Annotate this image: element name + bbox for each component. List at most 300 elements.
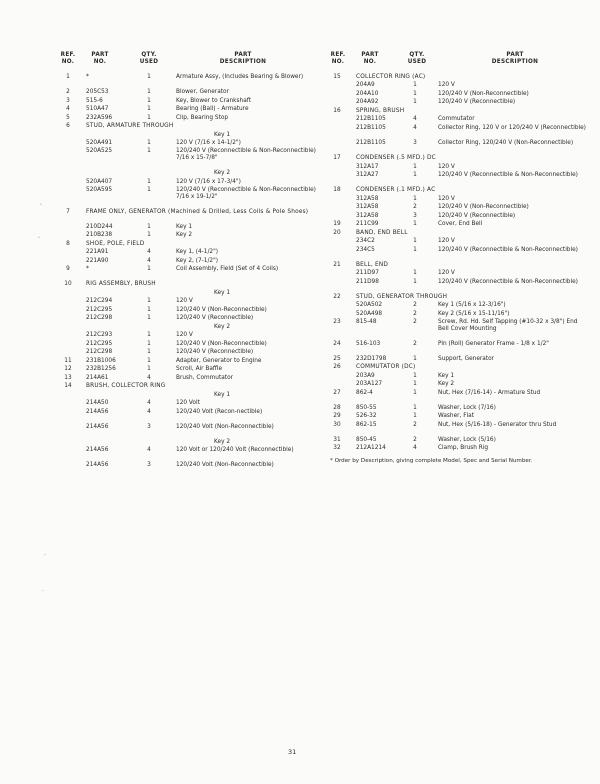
part-number: 212C294 <box>86 298 113 305</box>
section-row <box>330 364 590 371</box>
part-row <box>330 373 590 380</box>
part-number: 212B1105 <box>356 116 386 123</box>
part-row <box>60 332 314 339</box>
part-description: Support, Generator <box>438 355 495 362</box>
part-description: Key 2 <box>438 381 455 388</box>
left-column <box>60 52 314 477</box>
quantity-used: 1 <box>147 298 151 305</box>
ref-number: 13 <box>64 374 72 381</box>
part-description: Key 2 <box>214 170 231 177</box>
section-row <box>60 241 314 248</box>
quantity-used: 1 <box>413 270 417 277</box>
part-description: 120 V <box>176 332 193 339</box>
key-heading-row <box>60 392 314 399</box>
part-description: 120/240 Volt (Non-Reconnectible) <box>176 423 274 430</box>
quantity-used: 4 <box>413 445 417 452</box>
part-number: 520A525 <box>86 148 113 155</box>
ref-number: 31 <box>333 436 341 443</box>
ref-number: 30 <box>333 421 341 428</box>
part-description: Key 1 <box>214 131 231 138</box>
part-description: 120/240 V (Reconnectible) <box>176 315 254 322</box>
quantity-used: 2 <box>413 302 417 309</box>
scan-mark: · <box>42 588 44 595</box>
part-number: 221A91 <box>86 249 109 256</box>
part-description: BAND, END BELL <box>356 229 408 236</box>
quantity-used: 1 <box>413 404 417 411</box>
part-description: 120 V (7/16 x 17-3/4") <box>176 178 241 185</box>
page-number: 31 <box>288 748 297 756</box>
quantity-used: 4 <box>413 116 417 123</box>
part-description: 120/240 V (Reconnectible) <box>176 349 254 356</box>
part-description: 120/240 V (Reconnectible & Non-Reconnectible) <box>438 278 578 285</box>
quantity-used: 1 <box>147 97 151 104</box>
header-ref: REF. NO. <box>60 52 76 65</box>
part-number: 211D98 <box>356 278 379 285</box>
part-number: 516-103 <box>356 340 381 347</box>
ref-number: 22 <box>333 293 341 300</box>
part-row <box>330 99 590 106</box>
part-description: Cover, End Bell <box>438 221 483 228</box>
quantity-used: 2 <box>413 310 417 317</box>
part-description: 120/240 V (Reconnectible & Non-Reconnectible) 7/16 x 19-1/2" <box>176 187 316 200</box>
part-number: 212A1214 <box>356 445 386 452</box>
ref-number: 16 <box>333 107 341 114</box>
part-row <box>330 279 590 292</box>
quantity-used: 1 <box>147 139 151 146</box>
section-row <box>330 155 590 162</box>
part-description: SHOE, POLE, FIELD <box>86 240 145 247</box>
part-number: 203A127 <box>356 381 383 388</box>
quantity-used: 1 <box>413 246 417 253</box>
part-number: 520A502 <box>356 302 383 309</box>
section-row <box>60 123 314 130</box>
part-number: 221A90 <box>86 257 109 264</box>
ref-number: 21 <box>333 261 341 268</box>
part-row <box>60 224 314 231</box>
quantity-used: 4 <box>147 400 151 407</box>
part-row <box>60 358 314 365</box>
ref-number: 29 <box>333 413 341 420</box>
part-row <box>330 221 590 228</box>
header-part: PART NO. <box>91 52 109 65</box>
part-description: RIG ASSEMBLY, BRUSH <box>86 281 156 288</box>
part-row <box>330 140 590 153</box>
quantity-used: 1 <box>147 315 151 322</box>
left-parts-rows <box>60 74 314 476</box>
part-description: 120 V <box>438 82 455 89</box>
quantity-used: 3 <box>413 212 417 219</box>
part-description: CONDENSER (.5 MFD.) DC <box>356 155 436 162</box>
part-description: Coil Assembly, Field (Set of 4 Coils) <box>176 266 279 273</box>
quantity-used: 1 <box>147 266 151 273</box>
part-row <box>330 164 590 171</box>
quantity-used: 1 <box>413 172 417 179</box>
quantity-used: 1 <box>413 413 417 420</box>
part-row <box>330 422 590 435</box>
part-description: BELL, END <box>356 261 389 268</box>
part-row <box>60 74 314 87</box>
part-description: Key 1 <box>214 391 231 398</box>
section-row <box>330 74 590 81</box>
part-description: Armature Assy, (Includes Bearing & Blower) <box>176 74 304 80</box>
part-description: CONDENSER (.1 MFD.) AC <box>356 187 436 194</box>
quantity-used: 1 <box>147 114 151 121</box>
quantity-used: 1 <box>413 355 417 362</box>
quantity-used: 4 <box>413 124 417 131</box>
key-heading-row <box>60 170 314 177</box>
part-row <box>330 356 590 363</box>
part-number: 211D97 <box>356 270 379 277</box>
part-number: 204A9 <box>356 82 375 89</box>
header-desc: PART DESCRIPTION <box>219 52 267 65</box>
ref-number: 12 <box>64 366 72 373</box>
part-description: Nut, Hex (7/16-14) - Armature Stud <box>438 389 541 396</box>
scan-mark: · <box>44 552 46 559</box>
part-description: Screw, Rd. Hd. Self Tapping (#10-32 x 3/8") End Bell Cover Mounting <box>438 319 578 332</box>
ref-number: 18 <box>333 187 341 194</box>
part-row <box>330 82 590 89</box>
quantity-used: 1 <box>413 278 417 285</box>
part-description: 120 V <box>438 163 455 170</box>
part-description: 120 V (7/16 x 14-1/2") <box>176 139 241 146</box>
header-ref: REF. NO. <box>330 52 346 65</box>
part-number: 204A92 <box>356 99 379 106</box>
part-number: 203A9 <box>356 372 375 379</box>
part-row <box>60 148 314 168</box>
part-description: Washer, Lock (5/16) <box>438 436 496 443</box>
quantity-used: 1 <box>147 349 151 356</box>
part-description: Nut, Hex (5/16-18) - Generator thru Stud <box>438 421 557 428</box>
part-number: 231B1006 <box>86 357 116 364</box>
part-row <box>60 424 314 437</box>
part-number: 212C298 <box>86 315 113 322</box>
part-row <box>60 89 314 96</box>
part-description: Blower, Generator <box>176 89 229 96</box>
ref-number: 7 <box>66 208 70 215</box>
part-row <box>60 232 314 239</box>
part-number: 850-55 <box>356 404 377 411</box>
part-row <box>60 307 314 314</box>
part-description: Bearing (Ball) - Armature <box>176 106 249 113</box>
header-qty: QTY. USED <box>407 52 427 65</box>
quantity-used: 1 <box>413 389 417 396</box>
part-row <box>60 341 314 348</box>
ref-number: 23 <box>333 319 341 326</box>
section-row <box>60 281 314 288</box>
right-column <box>330 52 590 465</box>
quantity-used: 1 <box>413 82 417 89</box>
section-row <box>330 262 590 269</box>
part-description: 120/240 V (Reconnectible) <box>438 99 516 106</box>
part-row <box>330 196 590 203</box>
ref-number: 26 <box>333 364 341 371</box>
ref-number: 4 <box>66 106 70 113</box>
footnote: * Order by Description, giving complete Model, Spec and Serial Number. <box>330 457 533 464</box>
part-row <box>60 179 314 186</box>
part-description: 120/240 V (Reconnectible & Non-Reconnectible) <box>438 172 578 179</box>
part-description: 120/240 V (Reconnectible & Non-Reconnectible) 7/16 x 15-7/8" <box>176 148 316 162</box>
part-description: 120/240 Volt (Recon-nectible) <box>176 408 263 415</box>
part-description: 120 V <box>176 298 193 305</box>
quantity-used: 1 <box>147 178 151 185</box>
part-number: 212C298 <box>86 349 113 356</box>
part-description: Commutator <box>438 116 475 123</box>
part-description: Key 2 <box>176 232 193 239</box>
part-description: Clamp, Brush Rig <box>438 445 489 452</box>
part-number: 862-4 <box>356 389 373 396</box>
part-row <box>330 247 590 260</box>
quantity-used: 1 <box>413 238 417 245</box>
part-number: 205C53 <box>86 89 109 96</box>
quantity-used: 2 <box>413 340 417 347</box>
part-description: SPRING, BRUSH <box>356 107 405 114</box>
part-number: 212B1105 <box>356 139 386 146</box>
part-row <box>330 125 590 138</box>
quantity-used: 2 <box>413 204 417 211</box>
part-number: 212C295 <box>86 306 113 313</box>
section-row <box>330 108 590 115</box>
quantity-used: 2 <box>413 319 417 326</box>
part-number: 232A596 <box>86 114 113 121</box>
part-number: 312A17 <box>356 163 379 170</box>
part-row <box>60 187 314 207</box>
part-row <box>330 204 590 211</box>
ref-number: 8 <box>66 240 70 247</box>
ref-number: 27 <box>333 389 341 396</box>
part-number: 214A56 <box>86 447 109 454</box>
quantity-used: 1 <box>147 223 151 230</box>
ref-number: 32 <box>333 445 341 452</box>
part-row <box>60 98 314 105</box>
ref-number: 10 <box>64 281 72 288</box>
part-description: STUD, ARMATURE THROUGH <box>86 123 174 130</box>
part-row <box>60 115 314 122</box>
part-row <box>330 341 590 354</box>
part-number: 210D244 <box>86 223 113 230</box>
part-description: Washer, Flat <box>438 413 475 420</box>
header-qty: QTY. USED <box>139 52 159 65</box>
quantity-used: 1 <box>413 163 417 170</box>
quantity-used: 1 <box>147 232 151 239</box>
quantity-used: 1 <box>413 372 417 379</box>
quantity-used: 1 <box>147 332 151 339</box>
part-row <box>330 238 590 245</box>
part-description: Key 2 <box>214 323 231 330</box>
part-number: 312A58 <box>356 204 379 211</box>
part-row <box>330 213 590 220</box>
part-row <box>60 249 314 256</box>
ref-number: 25 <box>333 355 341 362</box>
part-number: * <box>86 266 89 273</box>
quantity-used: 1 <box>147 340 151 347</box>
quantity-used: 1 <box>147 106 151 113</box>
part-description: STUD, GENERATOR THROUGH <box>356 293 448 300</box>
part-row <box>60 258 314 265</box>
part-number: 312A58 <box>356 212 379 219</box>
part-number: * <box>86 74 89 80</box>
part-number: 862-15 <box>356 421 377 428</box>
quantity-used: 3 <box>147 462 151 469</box>
part-description: 120/240 V (Non-Reconnectible) <box>176 340 267 347</box>
part-row <box>60 298 314 305</box>
quantity-used: 1 <box>147 74 151 80</box>
part-row <box>330 437 590 444</box>
ref-number: 19 <box>333 221 341 228</box>
part-number: 850-45 <box>356 436 377 443</box>
scan-mark: ʼ <box>40 203 42 210</box>
part-row <box>60 409 314 422</box>
part-description: 120/240 V (Reconnectible & Non-Reconnectible) <box>438 246 578 253</box>
part-number: 212C295 <box>86 340 113 347</box>
quantity-used: 1 <box>413 99 417 106</box>
part-description: Collector Ring, 120 V or 120/240 V (Reconnectible) <box>438 124 586 131</box>
quantity-used: 1 <box>147 306 151 313</box>
quantity-used: 1 <box>413 381 417 388</box>
part-description: Washer, Lock (7/16) <box>438 404 496 411</box>
part-row <box>60 140 314 147</box>
quantity-used: 4 <box>147 249 151 256</box>
part-description: Key 1 <box>438 372 455 379</box>
ref-number: 20 <box>333 229 341 236</box>
part-number: 212B1105 <box>356 124 386 131</box>
part-number: 815-48 <box>356 319 377 326</box>
part-description: Key 1, (4-1/2") <box>176 249 219 256</box>
part-row <box>60 375 314 382</box>
quantity-used: 1 <box>147 187 151 194</box>
part-description: FRAME ONLY, GENERATOR (Machined & Drilled, Less Coils & Pole Shoes) <box>86 208 309 215</box>
part-description: Key 1 (5/16 x 12-3/16") <box>438 302 506 309</box>
part-description: 120/240 V (Reconnectible) <box>438 212 516 219</box>
part-number: 212C293 <box>86 332 113 339</box>
quantity-used: 1 <box>147 366 151 373</box>
part-number: 520A491 <box>86 139 113 146</box>
part-description: 120 Volt or 120/240 Volt (Reconnectible) <box>176 447 294 454</box>
part-row <box>330 302 590 309</box>
part-description: Brush, Commutator <box>176 374 234 381</box>
ref-number: 3 <box>66 97 70 104</box>
part-number: 214A56 <box>86 462 109 469</box>
part-description: Key 2 (5/16 x 15-11/16") <box>438 310 510 317</box>
part-row <box>330 319 590 339</box>
part-description: 120 V <box>438 195 455 202</box>
part-row <box>330 413 590 420</box>
part-description: Pin (Roll) Generator Frame - 1/8 x 1/2" <box>438 340 549 347</box>
part-number: 210B238 <box>86 232 113 239</box>
part-row <box>60 366 314 373</box>
part-description: Key 1 <box>214 289 231 296</box>
quantity-used: 4 <box>147 408 151 415</box>
part-number: 520A595 <box>86 187 113 194</box>
part-number: 214A50 <box>86 400 109 407</box>
part-number: 204A10 <box>356 90 379 97</box>
key-heading-row <box>60 324 314 331</box>
ref-number: 14 <box>64 383 72 390</box>
ref-number: 9 <box>66 266 70 273</box>
part-row <box>60 106 314 113</box>
part-number: 232B1256 <box>86 366 116 373</box>
ref-number: 6 <box>66 123 70 130</box>
quantity-used: 1 <box>413 90 417 97</box>
part-row <box>330 116 590 123</box>
quantity-used: 3 <box>147 423 151 430</box>
part-number: 232D1798 <box>356 355 387 362</box>
part-number: 234C2 <box>356 238 375 245</box>
part-description: 120 V <box>438 238 455 245</box>
part-row <box>330 311 590 318</box>
part-description: BRUSH, COLLECTOR RING <box>86 383 166 390</box>
section-row <box>60 383 314 390</box>
part-row <box>60 349 314 356</box>
part-description: 120 Volt <box>176 400 200 407</box>
part-description: 120 V <box>438 270 455 277</box>
column-header <box>60 52 314 74</box>
quantity-used: 3 <box>413 139 417 146</box>
header-part: PART NO. <box>361 52 379 65</box>
part-number: 312A27 <box>356 172 379 179</box>
part-number: 510A47 <box>86 106 109 113</box>
ref-number: 17 <box>333 155 341 162</box>
ref-number: 15 <box>333 74 341 80</box>
part-description: 120/240 Volt (Non-Reconnectible) <box>176 462 274 469</box>
part-description: 120/240 V (Non-Reconnectible) <box>438 204 529 211</box>
ref-number: 1 <box>66 74 70 80</box>
quantity-used: 4 <box>147 257 151 264</box>
section-row <box>330 230 590 237</box>
part-number: 515-6 <box>86 97 103 104</box>
part-description: 120/240 V (Non-Reconnectible) <box>438 90 529 97</box>
part-row <box>60 447 314 460</box>
quantity-used: 1 <box>147 89 151 96</box>
part-row <box>60 462 314 475</box>
part-description: Key 2, (7-1/2") <box>176 257 219 264</box>
key-heading-row <box>60 439 314 446</box>
part-row <box>330 445 590 452</box>
scan-mark: ʻ <box>38 236 40 243</box>
part-number: 214A61 <box>86 374 109 381</box>
part-row <box>330 172 590 185</box>
part-row <box>330 405 590 412</box>
section-row <box>330 187 590 194</box>
part-number: 520A407 <box>86 178 113 185</box>
part-number: 526-32 <box>356 413 377 420</box>
ref-number: 28 <box>333 404 341 411</box>
quantity-used: 4 <box>147 374 151 381</box>
quantity-used: 1 <box>147 148 151 155</box>
quantity-used: 1 <box>413 221 417 228</box>
part-description: COMMUTATOR (DC) <box>356 364 416 371</box>
quantity-used: 2 <box>413 436 417 443</box>
part-description: 120/240 V (Non-Reconnectible) <box>176 306 267 313</box>
ref-number: 11 <box>64 357 72 364</box>
column-header <box>330 52 590 74</box>
quantity-used: 1 <box>147 357 151 364</box>
part-row <box>330 270 590 277</box>
part-number: 234C5 <box>356 246 375 253</box>
part-number: 520A498 <box>356 310 383 317</box>
quantity-used: 2 <box>413 421 417 428</box>
part-row <box>60 266 314 279</box>
section-row <box>330 294 590 301</box>
part-description: Scroll, Air Baffle <box>176 366 223 373</box>
part-description: Key 2 <box>214 438 231 445</box>
part-description: COLLECTOR RING (AC) <box>356 74 426 80</box>
part-row <box>330 381 590 388</box>
ref-number: 24 <box>333 340 341 347</box>
part-description: Key, Blower to Crankshaft <box>176 97 251 104</box>
section-row <box>60 209 314 222</box>
part-row <box>60 400 314 407</box>
quantity-used: 4 <box>147 447 151 454</box>
